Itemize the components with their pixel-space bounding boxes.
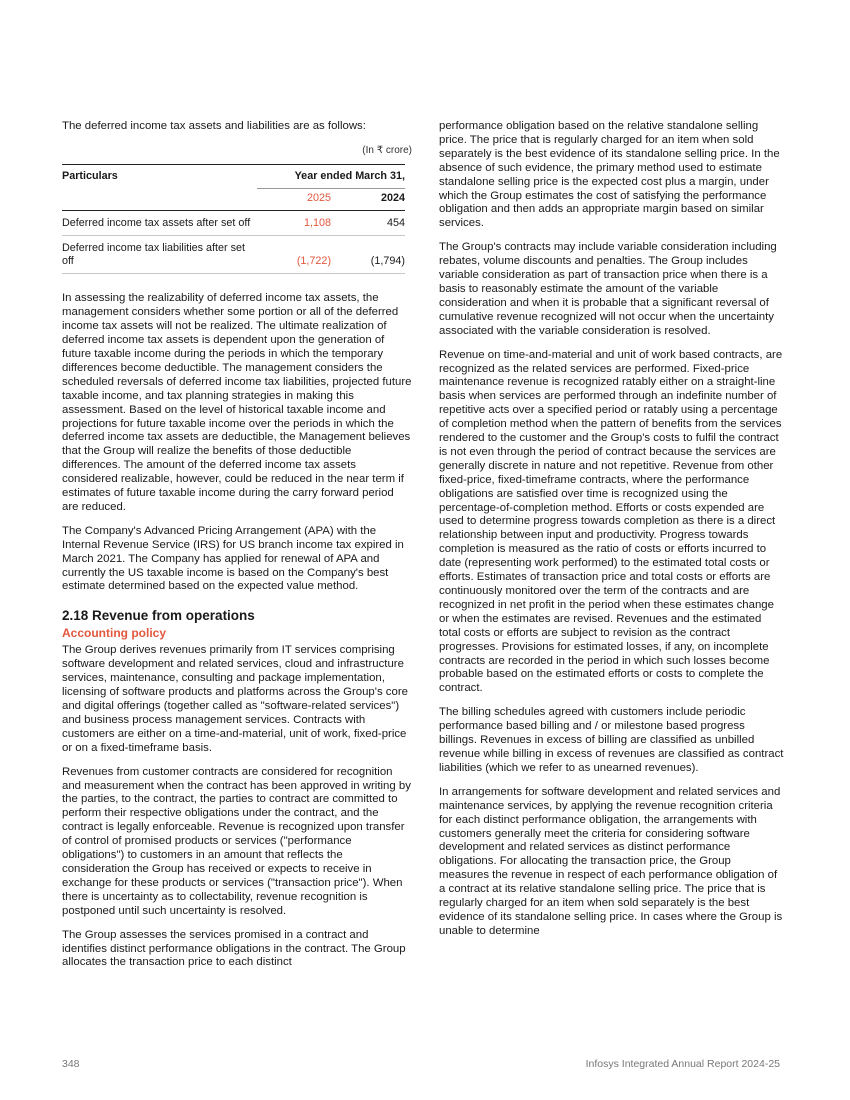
paragraph: The Group's contracts may include variable consideration including rebates, volume discounts and penalties. The Group includes variable consideration as part of transaction price when there is a basis to reasonably estimate the amount of the variable consideration and when it is probable that a significant reversal of cumulative revenue recognized will not occur when the uncertainty associated with the variable consideration is resolved. (439, 241, 777, 337)
section-title: 2.18 Revenue from operations (62, 608, 255, 624)
table-intro: The deferred income tax assets and liabilities are as follows: (62, 120, 366, 132)
paragraph: The billing schedules agreed with customers include periodic performance based billing and / or milestone based progress billings. Revenues in excess of billing are classified as unbilled revenue while billing in excess of revenues are classified as contract liabilities (which we refer to as unearned revenues). (439, 706, 784, 774)
header-year-ended: Year ended March 31, (257, 164, 405, 188)
row-label: Deferred income tax assets after set off (62, 210, 257, 235)
row-value-2024: 454 (331, 210, 405, 235)
year-2024: 2024 (331, 188, 405, 210)
row-value-2024: (1,794) (331, 235, 405, 274)
table-header-row (62, 164, 405, 188)
paragraph: The Group assesses the services promised in a contract and identifies distinct performance obligations in the contract. The Group allocates the transaction price to each distinct (62, 928, 406, 969)
right-column (439, 120, 784, 949)
row-value-2025: 1,108 (257, 210, 331, 235)
row-value-2025: (1,722) (257, 235, 331, 274)
paragraph: performance obligation based on the relative standalone selling price. The price that is regularly charged for an item when sold separately is the best evidence of its standalone selling price. In the absence of such evidence, the primary method used to estimate standalone selling price is the expected cost plus a margin, under which the Group estimates the cost of satisfying the performance obligation and then adds an appropriate margin based on similar services. (439, 120, 780, 230)
paragraph: In assessing the realizability of deferred income tax assets, the management considers whether some portion or all of the deferred income tax assets will not be realized. The ultimate realization of deferred income tax assets is dependent upon the generation of future taxable income during the periods in which the temporary differences become deductible. The management considers the scheduled reversals of deferred income tax liabilities, projected future taxable income, and tax planning strategies in making this assessment. Based on the level of historical taxable income and projections for future taxable income over the periods in which the deferred income tax assets are deductible, the Management believes that the Group will realize the benefits of those deductible differences. The amount of the deferred income tax assets considered realizable, however, could be reduced in the near term if estimates of future taxable income during the carry forward period are reduced. (62, 292, 412, 513)
table-years-row (62, 188, 405, 210)
paragraph: Revenues from customer contracts are considered for recognition and measurement when the contract has been approved in writing by the parties, to the contract, the parties to contract are committed to perform their respective obligations under the contract, and the contract is legally enforceable. Revenue is recognized upon transfer of control of promised products or services ("performance obligations") to customers in an amount that reflects the consideration the Group has received or expects to receive in exchange for these products or services ("transaction price"). When there is uncertainty as to collectability, revenue recognition is postponed until such uncertainty is resolved. (62, 765, 411, 917)
year-2025: 2025 (257, 188, 331, 210)
paragraph: In arrangements for software development and related services and maintenance services, by applying the revenue recognition criteria for each distinct performance obligation, the arrangements with customers generally meet the criteria for considering software development and related services as distinct performance obligations. For allocating the transaction price, the Group measures the revenue in respect of each performance obligation of a contract at its relative standalone selling price. The price that is regularly charged for an item when sold separately is the best evidence of its standalone selling price. In cases where the Group is unable to determine (439, 785, 783, 937)
left-column (62, 120, 412, 980)
table-unit: (In ₹ crore) (362, 144, 412, 156)
deferred-tax-table (62, 164, 405, 275)
paragraph: Revenue on time-and-material and unit of work based contracts, are recognized as the related services are performed. Fixed-price maintenance revenue is recognized ratably either on a straight-line basis when services are performed through an indefinite number of repetitive acts over a specified period or ratably using a percentage of completion method when the pattern of benefits from the services rendered to the customer and the Group's costs to fulfil the contract is not even through the period of contract because the services are generally discrete in nature and not repetitive. Revenue from other fixed-price, fixed-timeframe contracts, where the performance obligations are satisfied over time is recognized using the percentage-of-completion method. Efforts or costs expended are used to determine progress towards completion as there is a direct relationship between input and productivity. Progress towards completion is measured as the ratio of costs or efforts incurred to date (representing work performed) to the estimated total costs or efforts. Estimates of transaction price and total costs or efforts are continuously monitored over the term of the contracts and are recognized in net profit in the period when these estimates change or when the estimates are revised. Revenues and the estimated total costs or efforts are subject to revision as the contract progresses. Provisions for estimated losses, if any, on incomplete contracts are recorded in the period in which such losses become probable based on the estimated efforts or costs to complete the contract. (439, 348, 783, 695)
page-number: 348 (62, 1058, 80, 1070)
subsection-title: Accounting policy (62, 626, 167, 641)
header-particulars: Particulars (62, 164, 257, 188)
paragraph: The Company's Advanced Pricing Arrangement (APA) with the Internal Revenue Service (IRS) for US branch income tax expired in March 2021. The Company has applied for renewal of APA and currently the US taxable income is based on the Company's best estimate determined based on the expected value method. (62, 524, 404, 593)
paragraph: The Group derives revenues primarily from IT services comprising software development and related services, cloud and infrastructure services, maintenance, consulting and package implementation, licensing of software products and platforms across the Group's core and digital offerings (together called as "software-related services") and business process management services. Contracts with customers are either on a time-and-material, unit of work, fixed-price or on a fixed-timeframe basis. (62, 644, 408, 754)
table-row (62, 210, 405, 235)
row-label: Deferred income tax liabilities after set off (62, 235, 257, 274)
table-row (62, 235, 405, 274)
report-title: Infosys Integrated Annual Report 2024-25 (585, 1058, 780, 1070)
